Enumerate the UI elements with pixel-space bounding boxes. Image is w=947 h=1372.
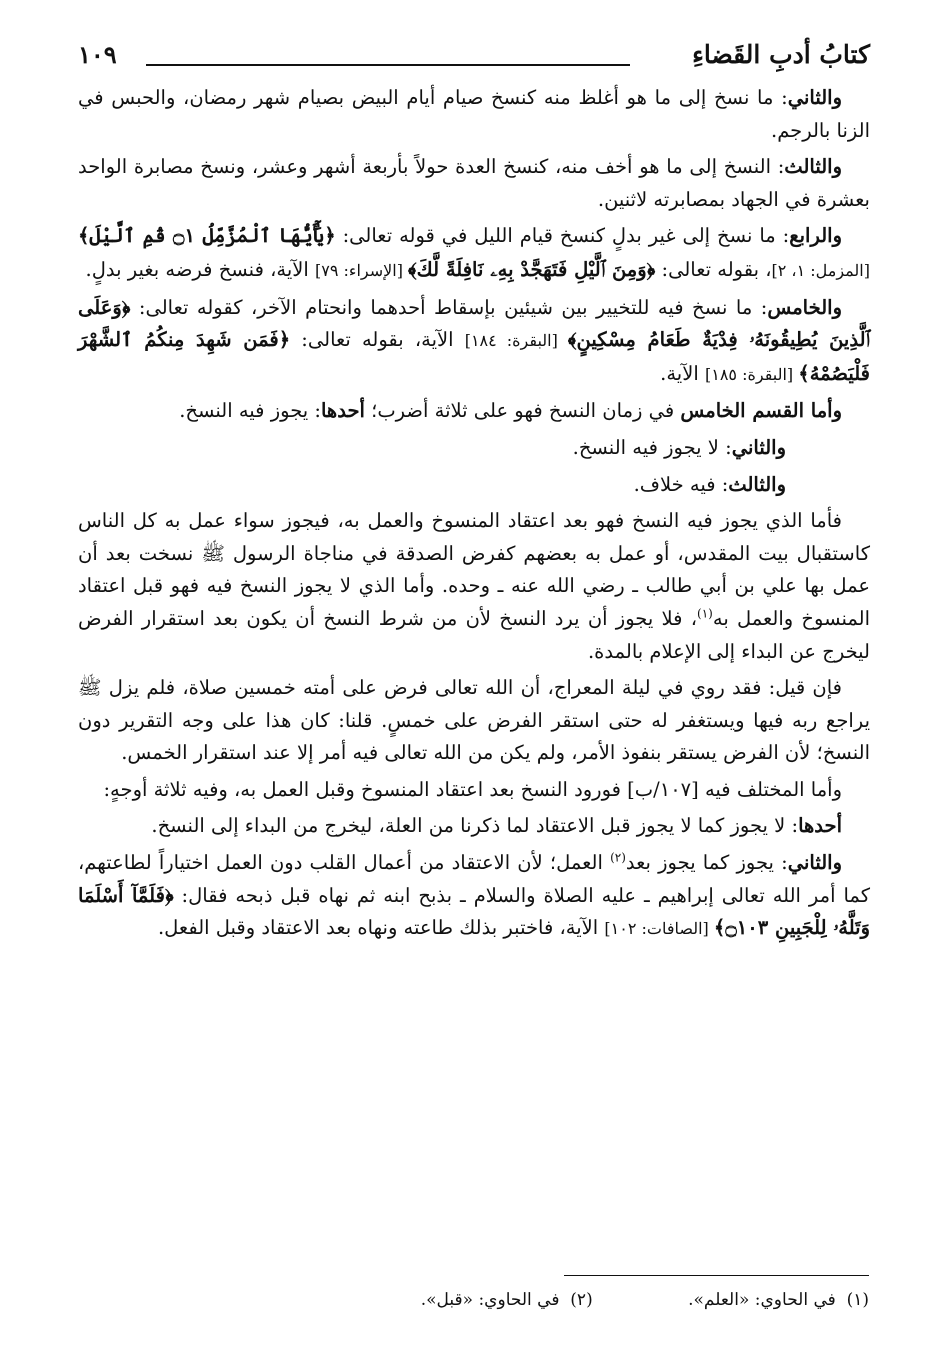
paragraph-disputed xyxy=(78,774,870,807)
paragraph-fifth-section xyxy=(78,395,870,428)
header-rule xyxy=(146,64,630,66)
verse-reference: [الصافات: ١٠٢] xyxy=(604,919,714,939)
paragraph-lead: والثاني xyxy=(787,851,842,875)
footnote-text: في الحاوي: «قبل». xyxy=(420,1290,560,1310)
paragraph-first-view xyxy=(78,810,870,843)
footnote-item xyxy=(421,1288,593,1312)
paragraph-lead: والثالث xyxy=(784,155,842,179)
paragraph-lead: وأما القسم الخامس xyxy=(680,399,842,423)
footnote-number: (١) xyxy=(846,1290,869,1310)
footnotes xyxy=(269,1288,869,1312)
verse-reference: [البقرة: ١٨٤] xyxy=(464,331,568,351)
paragraph-text: : ما نسخ إلى غير بدلٍ كنسخ قيام الليل في قوله تعالى: xyxy=(335,224,790,248)
verse-reference: [المزمل: ١، ٢] xyxy=(771,260,870,280)
running-title: كتابُ أدبِ القَضاءِ xyxy=(692,40,870,69)
paragraph-lead: والرابع xyxy=(789,224,843,248)
paragraph-text: : لا يجوز كما لا يجوز قبل الاعتقاد لما ذكرنا من العلة، ليخرج من البداء إلى النسخ. xyxy=(151,814,799,838)
paragraph-third-type xyxy=(78,151,870,216)
paragraph-second-type xyxy=(78,82,870,147)
paragraph-text: : ما نسخ إلى ما هو أغلظ منه كنسخ صيام أيام البيض بصيام شهر رمضان، والحبس في الزنا بالرجم. xyxy=(78,86,870,142)
footnote-number: (٢) xyxy=(570,1290,593,1310)
paragraph-text: ، فلا يجوز أن يرد النسخ لأن من شرط النسخ أن يكون بعد استقرار الفرض ليخرج عن البداء إلى الإعلام بالمدة. xyxy=(78,606,870,663)
verse-reference: [الإسراء: ٧٩] xyxy=(315,260,409,280)
paragraph-permitted-abrogation xyxy=(78,505,870,668)
paragraph-text: : لا يجوز فيه النسخ. xyxy=(572,435,732,459)
footnote-rule xyxy=(564,1275,869,1276)
paragraph-text: وأما المختلف فيه [١٠٧/ب] فورود النسخ بعد اعتقاد المنسوخ وقبل العمل به، وفيه ثلاثة أوجهٍ: xyxy=(103,777,842,801)
paragraph-lead: والثاني xyxy=(787,86,842,109)
footnote-marker: (١) xyxy=(697,606,713,621)
paragraph-text: : فيه خلاف. xyxy=(633,472,729,496)
footnote-item xyxy=(688,1288,869,1312)
quran-verse: ﴿وَعَلَى ٱلَّذِينَ يُطِيقُونَهُۥ فِدْيَةٌ طَعَامُ مِسْكِينٍ﴾ xyxy=(78,295,870,352)
paragraph-text: الآية، فنسخ فرضه بغير بدلٍ. xyxy=(85,257,315,281)
paragraph-lead: والثالث xyxy=(728,472,786,496)
paragraph-second-view xyxy=(78,847,870,946)
paragraph-text: : يجوز كما يجوز بعد xyxy=(625,851,788,875)
quran-verse: ﴿فَمَن شَهِدَ مِنكُمُ ٱلشَّهْرَ فَلْيَصُمْهُ﴾ xyxy=(78,328,870,385)
paragraph-text: الآية. xyxy=(660,361,705,385)
body-text xyxy=(78,82,870,950)
paragraph-text: ، بقوله تعالى: xyxy=(655,257,772,281)
paragraph-text: : ما نسخ فيه للتخيير بين شيئين بإسقاط أحدهما وانحتام الآخر، كقوله تعالى: xyxy=(130,295,768,319)
page-number: ١٠٩ xyxy=(78,40,117,69)
footnote-text: في الحاوي: «العلم». xyxy=(688,1290,836,1310)
paragraph-lead: أحدها xyxy=(798,814,842,838)
paragraph-text: الآية، بقوله تعالى: xyxy=(290,328,465,352)
paragraph-text: في زمان النسخ فهو على ثلاثة أضرب؛ xyxy=(364,399,681,423)
paragraph-second-kind xyxy=(78,432,870,465)
paragraph-text: : النسخ إلى ما هو أخف منه، كنسخ العدة حولاً بأربعة أشهر وعشر، ونسخ مصابرة الواحد بعشرة في الجهاد بمصابرته لاثنين. xyxy=(78,155,870,211)
paragraph-lead: والثاني xyxy=(731,435,786,459)
page-header xyxy=(78,36,870,76)
quran-verse: ﴿يَٰٓأَيُّهَا ٱلْمُزَّمِّلُ ۝١ قُمِ ٱلَّيْلَ﴾ xyxy=(78,224,336,248)
paragraph-text: : يجوز فيه النسخ. xyxy=(179,399,321,423)
quran-verse: ﴿وَمِنَ ٱلَّيْلِ فَتَهَجَّدْ بِهِۦ نَافِلَةً لَّكَ﴾ xyxy=(408,257,656,281)
paragraph-objection xyxy=(78,672,870,770)
verse-reference: [البقرة: ١٨٥] xyxy=(704,364,799,384)
paragraph-lead: والخامس xyxy=(767,295,842,319)
paragraph-fourth-type xyxy=(78,220,870,287)
paragraph-text: الآية، فاختبر بذلك طاعته ونهاه بعد الاعتقاد وقبل الفعل. xyxy=(157,916,605,940)
footnote-marker: (٢) xyxy=(610,850,626,865)
paragraph-text: العمل؛ لأن الاعتقاد من أعمال القلب دون العمل اختياراً لطاعتهم، كما أمر الله تعالى إبراهيم ـ عليه الصلاة والسلام ـ بذبح ابنه ثم نهاه قبل ذبحه فقال: xyxy=(78,851,870,907)
quran-verse: ﴿فَلَمَّآ أَسْلَمَا وَتَلَّهُۥ لِلْجَبِينِ ۝١٠٣﴾ xyxy=(78,883,870,940)
paragraph-text: فإن قيل: فقد روي في ليلة المعراج، أن الله تعالى فرض على أمته خمسين صلاة، فلم يزل ﷺ يراجع ربه فيها ويستغفر له حتى استقر الفرض على خمسٍ. قلنا: كان هذا على وجه التقرير دون النسخ؛ لأن الفرض يستقر بنفوذ الأمر، ولم يكن من الله تعالى فيه أمر إلا عند استقرار الخمس. xyxy=(78,676,870,765)
paragraph-text: فأما الذي يجوز فيه النسخ فهو بعد اعتقاد المنسوخ والعمل به، فيجوز سواء عمل به كل الناس كاستقبال بيت المقدس، أو عمل به بعضهم كفرض الصدقة في مناجاة الرسول ﷺ نسخت بعد أن عمل بها علي بن أبي طالب ـ رضي الله عنه ـ وحده. وأما الذي لا يجوز النسخ فيه فهو قبل اعتقاد المنسوخ والعمل به xyxy=(78,509,871,630)
paragraph-third-kind xyxy=(78,469,870,502)
paragraph-fifth-type xyxy=(78,292,870,392)
paragraph-lead: أحدها xyxy=(320,399,365,423)
